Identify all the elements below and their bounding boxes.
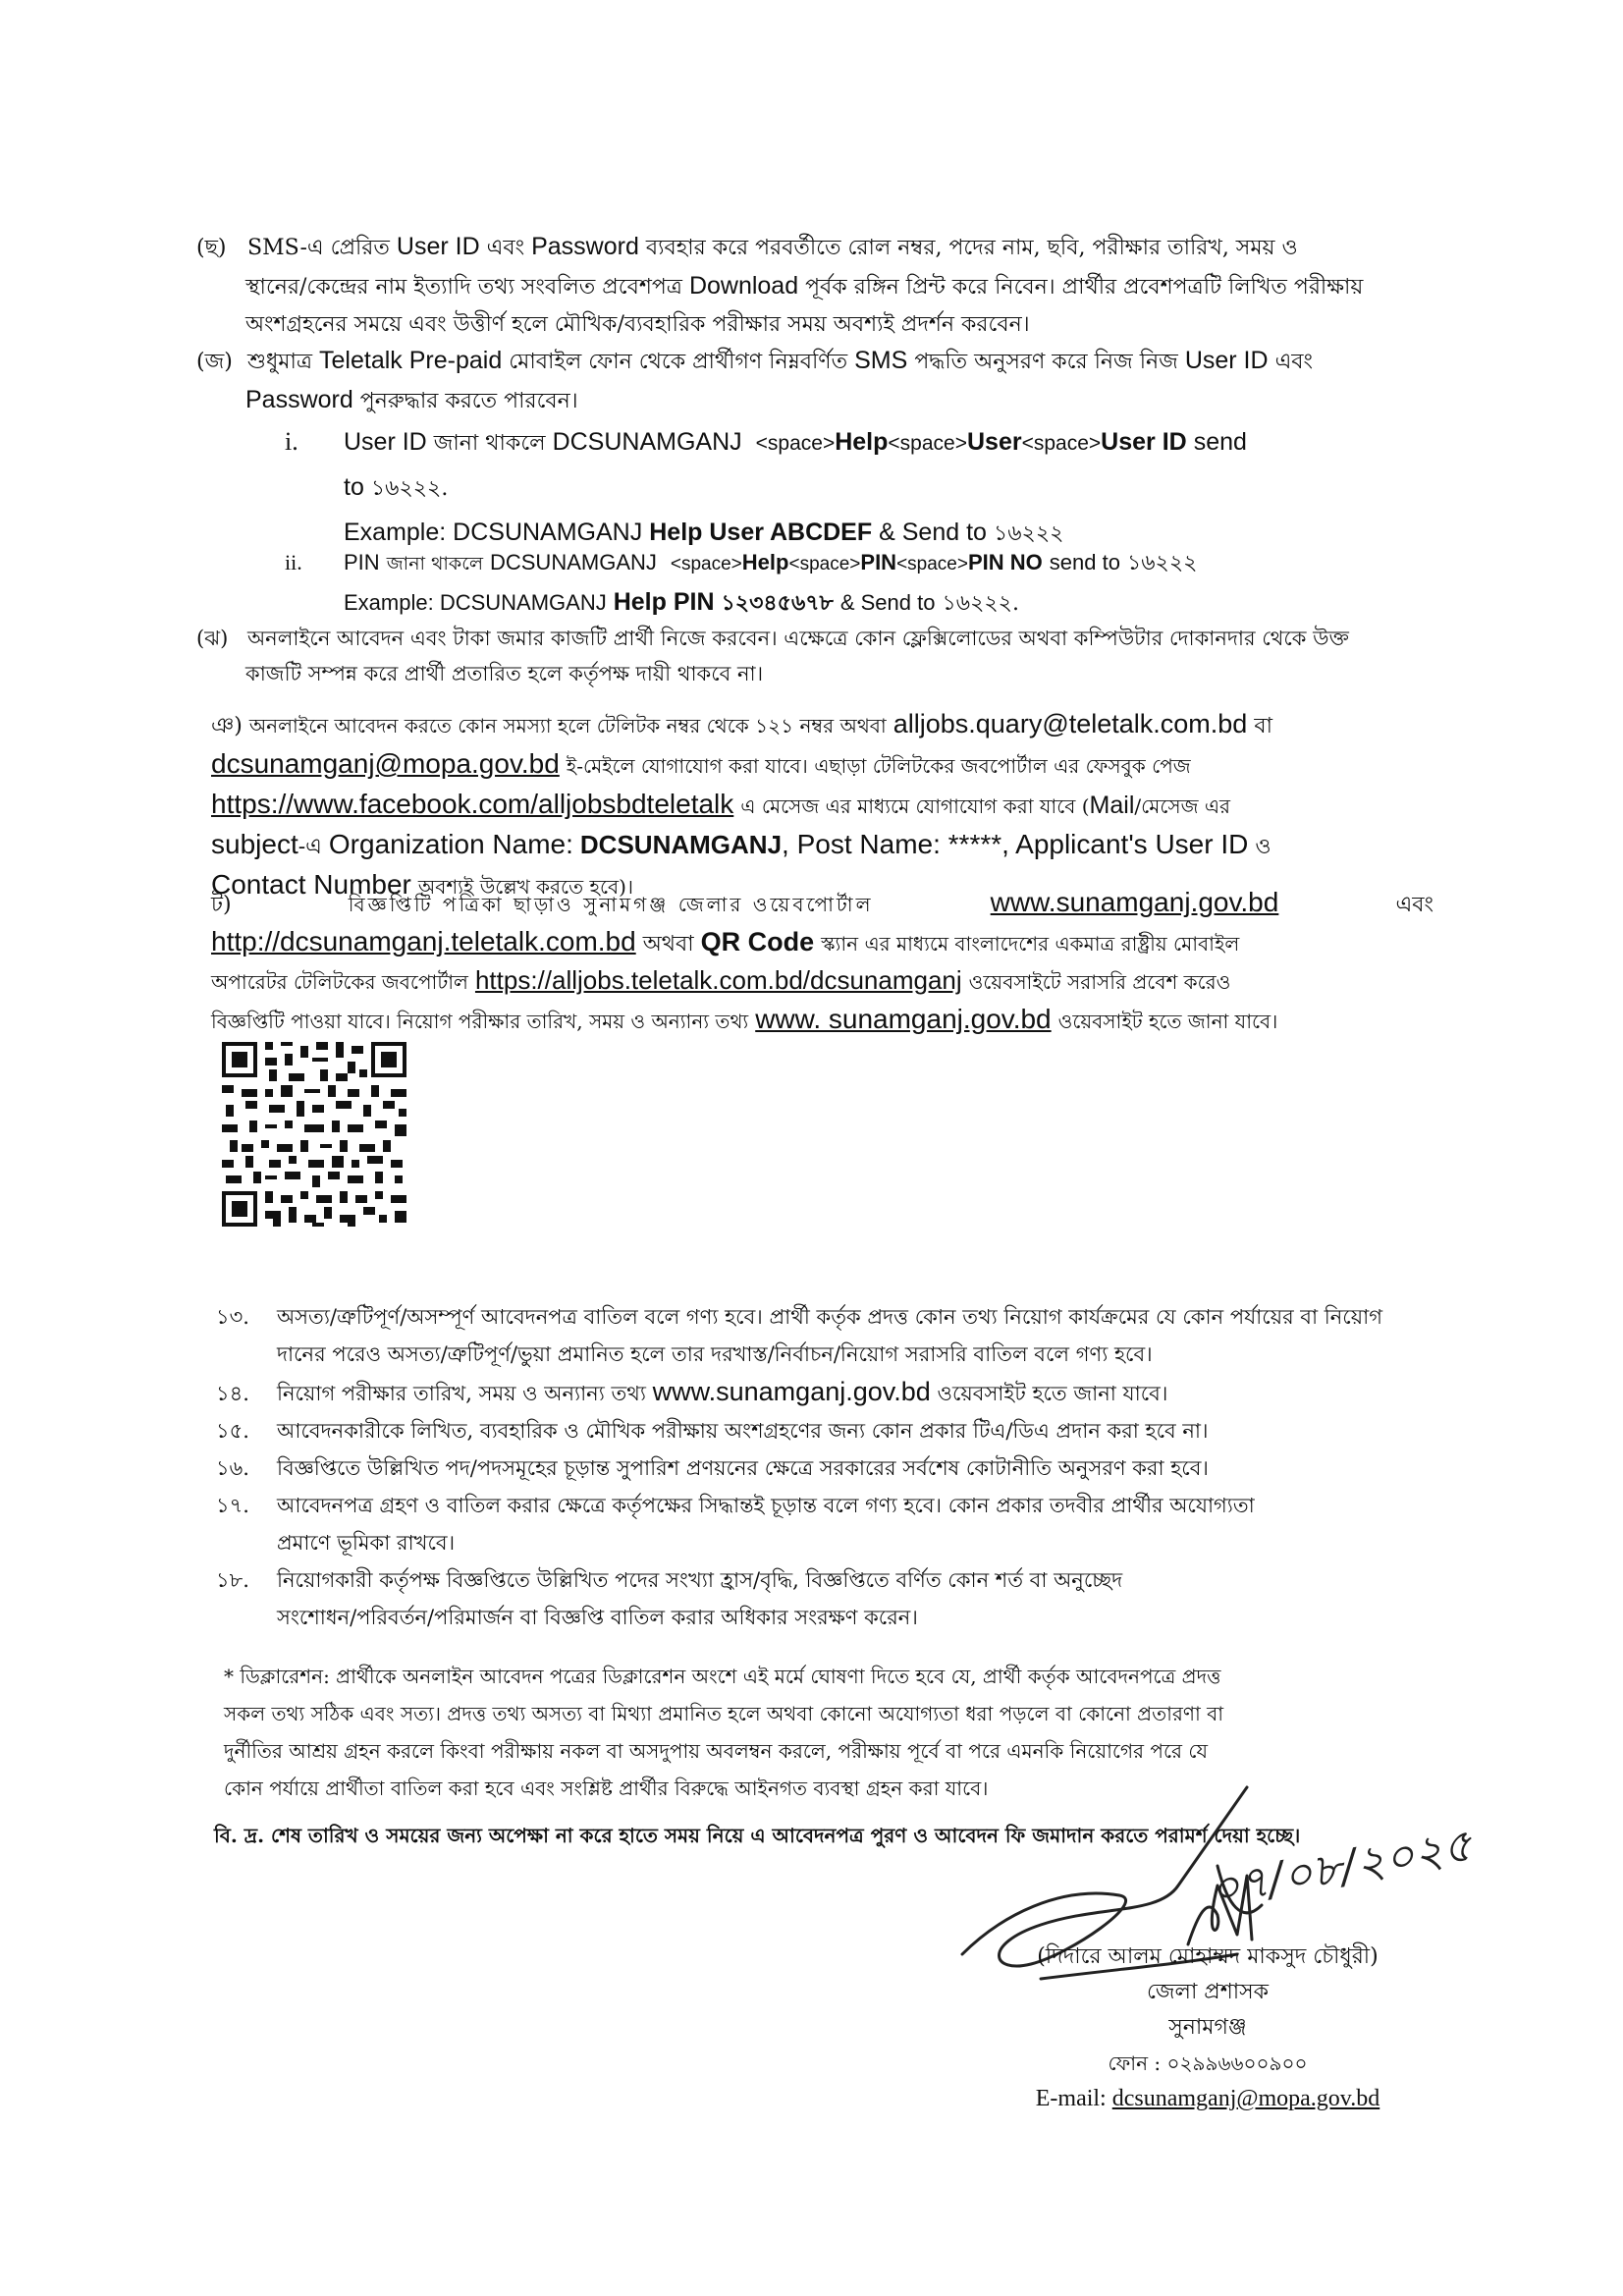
signatory-district: সুনামগঞ্জ: [1168, 2015, 1247, 2040]
ta-label: ট): [211, 893, 232, 917]
section-jha: [196, 621, 1434, 691]
facebook-link[interactable]: https://www.facebook.com/alljobsbdteletalk: [211, 789, 734, 819]
jha-line-1: (ঝ) অনলাইনে আবেদন এবং টাকা জমার কাজটি প্রার্থী নিজে করবেন। এক্ষেত্রে কোন ফ্লেক্সিলোডের অথবা কম্পিউটার দোকানদার থেকে উক্ত: [196, 621, 1434, 656]
signatory-email: E-mail: dcsunamganj@mopa.gov.bd: [1035, 2086, 1380, 2111]
ta-website-link-1[interactable]: www.sunamganj.gov.bd: [990, 887, 1279, 917]
section-nya: [211, 705, 1434, 906]
item-13: ১৩. অসত্য/ত্রুটিপূর্ণ/অসম্পূর্ণ আবেদনপত্র বাতিল বলে গণ্য হবে। প্রার্থী কর্তৃক প্রদত্ত কোন তথ্য নিয়োগ কার্যক্রমের যে কোন পর্যায়ের বা নিয়োগ: [216, 1305, 1382, 1329]
item-14-website[interactable]: www.sunamganj.gov.bd: [652, 1377, 931, 1406]
item-14: ১৪. নিয়োগ পরীক্ষার তারিখ, সময় ও অন্যান্য তথ্য www.sunamganj.gov.bd ওয়েবসাইট হতে জানা যাবে।: [216, 1377, 1168, 1406]
ta-line-4: বিজ্ঞপ্তিটি পাওয়া যাবে। নিয়োগ পরীক্ষার তারিখ, সময় ও অন্যান্য তথ্য www. sunamganj.gov.bd ওয়েবসাইট হতে জানা যাবে।: [211, 1004, 1278, 1034]
item-18: ১৮. নিয়োগকারী কর্তৃপক্ষ বিজ্ঞপ্তিতে উল্লিখিত পদের সংখ্যা হ্রাস/বৃদ্ধি, বিজ্ঞপ্তিতে বর্ণিত কোন শর্ত বা অনুচ্ছেদ: [216, 1568, 1123, 1592]
cha-label: (ছ): [196, 236, 227, 260]
nya-line-5: Contact Number অবশ্যই উল্লেখ করতে হবে)।: [211, 869, 634, 900]
note-text: বি. দ্র. শেষ তারিখ ও সময়ের জন্য অপেক্ষা না করে হাতে সময় নিয়ে এ আবেদনপত্র পুরণ ও আবেদন ফি জমাদান করতে পরামর্শ দেয়া হচ্ছে।: [214, 1824, 1301, 1847]
declaration-line-1: * ডিক্লারেশন: প্রার্থীকে অনলাইন আবেদন পত্রের ডিক্লারেশন অংশে এই মর্মে ঘোষণা দিতে হবে যে, প্রার্থী কর্তৃক আবেদনপত্রে প্রদত্ত: [224, 1665, 1221, 1688]
nya-line-4: subject-এ Organization Name: DCSUNAMGANJ, Post Name: *****, Applicant's User ID ও: [211, 829, 1271, 859]
qr-code-icon[interactable]: [218, 1038, 410, 1230]
declaration-line-2: সকল তথ্য সঠিক এবং সত্য। প্রদত্ত তথ্য অসত্য বা মিথ্যা প্রমানিত হলে অথবা কোনো অযোগ্যতা ধরা পড়লে বা কোনো প্রতারণা বা: [224, 1702, 1224, 1725]
sub-ii-numeral: ii.: [285, 550, 302, 574]
item-16: ১৬. বিজ্ঞপ্তিতে উল্লিখিত পদ/পদসমূহের চূড়ান্ত সুপারিশ প্রণয়নের ক্ষেত্রে সরকারের সর্বশেষ কোটানীতি অনুসরণ করা হবে।: [216, 1456, 1209, 1480]
nya-line-3: https://www.facebook.com/alljobsbdteletalk এ মেসেজ এর মাধ্যমে যোগাযোগ করা যাবে (Mail/মেসেজ এর: [211, 789, 1231, 819]
ja-line-1: (জ) শুধুমাত্র Teletalk Pre-paid মোবাইল ফোন থেকে প্রার্থীগণ নিম্নবর্ণিত SMS পদ্ধতি অনুসরণ করে নিজ নিজ User ID এবং: [196, 342, 1434, 381]
cha-line-3: অংশগ্রহনের সময়ে এবং উত্তীর্ণ হলে মৌখিক/ব্যবহারিক পরীক্ষার সময় অবশ্যই প্রদর্শন করবেন।: [245, 312, 1030, 337]
sub-item-i: i. User ID জানা থাকলে DCSUNAMGANJ <space>Help<space>User<space>User ID send to ১৬২২২. Example: DCSUNAMGANJ Help User ABCDEF & Send to ১৬২২২: [285, 420, 1434, 556]
signatory-phone: ফোন : ০২৯৯৬৬০০৯০০: [1108, 2051, 1308, 2075]
ta-website-link-2[interactable]: www. sunamganj.gov.bd: [755, 1004, 1052, 1034]
ja-line-2: Password পুনরুদ্ধার করতে পারবেন।: [245, 386, 578, 413]
nya-email-link[interactable]: dcsunamganj@mopa.gov.bd: [211, 748, 560, 779]
signatory-title: জেলা প্রশাসক: [1146, 1980, 1270, 2004]
declaration-line-4: কোন পর্যায়ে প্রার্থীতা বাতিল করা হবে এবং সংশ্লিষ্ট প্রার্থীর বিরুদ্ধে আইনগত ব্যবস্থা গ্রহন করা যাবে।: [224, 1777, 989, 1800]
item-18-cont: সংশোধন/পরিবর্তন/পরিমার্জন বা বিজ্ঞপ্তি বাতিল করার অধিকার সংরক্ষণ করেন।: [277, 1606, 918, 1629]
numbered-items: [216, 1298, 1434, 1636]
cha-line-1: (ছ) SMS-এ প্রেরিত User ID এবং Password ব্যবহার করে পরবর্তীতে রোল নম্বর, পদের নাম, ছবি, পরীক্ষার তারিখ, সময় ও: [196, 228, 1434, 267]
cha-line-2: স্থানের/কেন্দ্রের নাম ইত্যাদি তথ্য সংবলিত প্রবেশপত্র Download পূর্বক রঙ্গিন প্রিন্ট করে নিবেন। প্রার্থীর প্রবেশপত্রটি লিখিত পরীক্ষায়: [245, 272, 1364, 300]
item-13-cont: দানের পরেও অসত্য/ত্রুটিপূর্ণ/ভুয়া প্রমানিত হলে তার দরখাস্ত/নির্বাচন/নিয়োগ সরাসরি বাতিল বলে গণ্য হবে।: [277, 1342, 1153, 1366]
alljobs-link[interactable]: https://alljobs.teletalk.com.bd/dcsunamganj: [474, 965, 962, 995]
nya-line-1: ঞ) অনলাইনে আবেদন করতে কোন সমস্যা হলে টেলিটক নম্বর থেকে ১২১ নম্বর অথবা alljobs.quary@teletalk.com.bd বা: [211, 709, 1272, 738]
signature-block: [1011, 1940, 1404, 2116]
signatory-email-link[interactable]: dcsunamganj@mopa.gov.bd: [1111, 2086, 1380, 2111]
jha-label: (ঝ): [196, 627, 229, 650]
section-ta: [211, 884, 1434, 1040]
item-15: ১৫. আবেদনকারীকে লিখিত, ব্যবহারিক ও মৌখিক পরীক্ষায় অংশগ্রহণের জন্য কোন প্রকার টিএ/ডিএ প্রদান করা হবে না।: [216, 1419, 1209, 1443]
teletalk-portal-link[interactable]: http://dcsunamganj.teletalk.com.bd: [211, 926, 636, 957]
signatory-name: (দিদারে আলম মোহাম্মদ মাকসুদ চৌধুরী): [1037, 1944, 1379, 1969]
sub-item-ii: ii. PIN জানা থাকলে DCSUNAMGANJ <space>Help<space>PIN<space>PIN NO send to ১৬২২২ Example: DCSUNAMGANJ Help PIN ১২৩৪৫৬৭৮ & Send to ১৬২২২.: [285, 544, 1434, 623]
sub-i-numeral: i.: [285, 427, 298, 456]
item-17: ১৭. আবেদনপত্র গ্রহণ ও বাতিল করার ক্ষেত্রে কর্তৃপক্ষের সিদ্ধান্তই চূড়ান্ত বলে গণ্য হবে। কোন প্রকার তদবীর প্রার্থীর অযোগ্যতা: [216, 1494, 1255, 1517]
ja-label: (জ): [196, 350, 233, 374]
ta-line-3: অপারেটর টেলিটকের জবপোর্টাল https://alljobs.teletalk.com.bd/dcsunamganj ওয়েবসাইটে সরাসরি প্রবেশ করেও: [211, 965, 1231, 995]
item-17-cont: প্রমাণে ভূমিকা রাখবে।: [277, 1531, 456, 1555]
ta-line-2: http://dcsunamganj.teletalk.com.bd অথবা QR Code স্ক্যান এর মাধ্যমে বাংলাদেশের একমাত্র রাষ্ট্রীয় মোবাইল: [211, 926, 1240, 957]
ta-line-1: ট) বিজ্ঞপ্তিটি পত্রিকা ছাড়াও সুনামগঞ্জ জেলার ওয়েবপোর্টাল www.sunamganj.gov.bd এবং: [211, 884, 1434, 923]
jha-line-2: কাজটি সম্পন্ন করে প্রার্থী প্রতারিত হলে কর্তৃপক্ষ দায়ী থাকবে না।: [245, 662, 764, 685]
declaration-line-3: দুর্নীতির আশ্রয় গ্রহন করলে কিংবা পরীক্ষায় নকল বা অসদুপায় অবলম্বন করলে, পরীক্ষায় পূর্বে বা পরে এমনকি নিয়োগের পরে যে: [224, 1739, 1209, 1763]
nya-line-2: dcsunamganj@mopa.gov.bd ই-মেইলে যোগাযোগ করা যাবে। এছাড়া টেলিটকের জবপোর্টাল এর ফেসবুক পেজ: [211, 748, 1191, 779]
handwritten-date: ০৭/০৮/২০২৫: [1206, 1818, 1477, 1917]
nya-label: ঞ): [211, 714, 243, 738]
section-ja: [196, 342, 1434, 420]
section-cha: [196, 228, 1434, 344]
